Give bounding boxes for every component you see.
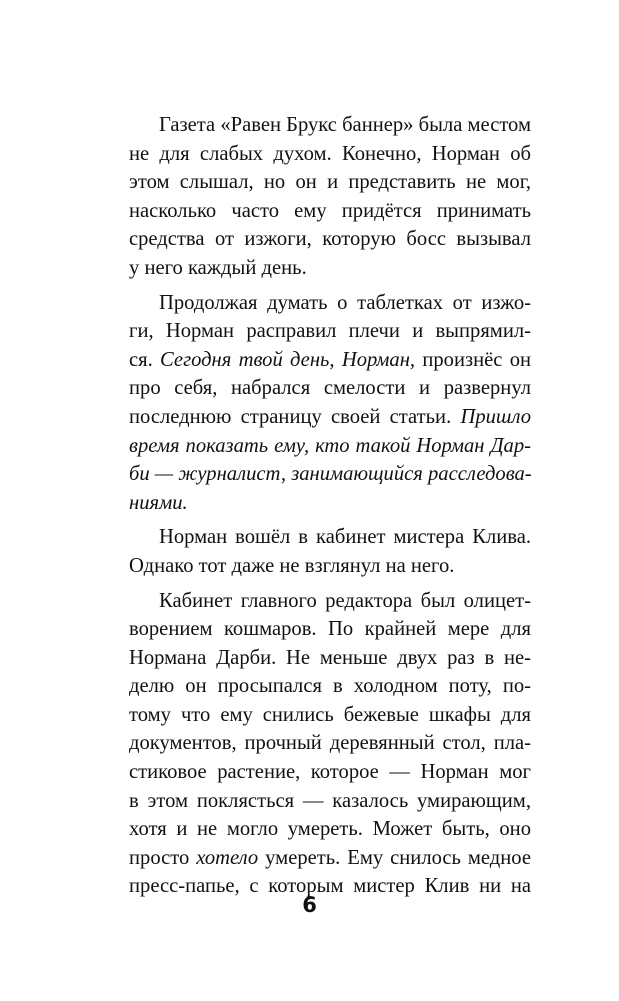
text-line bbox=[129, 111, 531, 140]
text-run: последнюю страницу своей статьи. bbox=[129, 405, 461, 428]
text-run: этом слышал, но он и представить не мог, bbox=[129, 171, 531, 194]
italic-text: время показать ему, кто такой Норман Дар- bbox=[129, 434, 531, 457]
text-run: насколько часто ему придётся принимать bbox=[129, 199, 531, 222]
text-run: не для слабых духом. Конечно, Норман об bbox=[129, 142, 531, 165]
text-run: делю он просыпался в холодном поту, по- bbox=[129, 675, 531, 698]
text-run: Однако тот даже не взглянул на него. bbox=[129, 554, 455, 577]
text-run: умереть. Ему снилось медное bbox=[258, 846, 531, 869]
page-number: 6 bbox=[302, 893, 317, 917]
body-text bbox=[129, 111, 531, 901]
text-line bbox=[129, 460, 531, 489]
italic-text: Пришло bbox=[460, 405, 531, 428]
text-line bbox=[129, 374, 531, 403]
text-line bbox=[129, 432, 531, 461]
text-line bbox=[129, 523, 531, 552]
text-run: хотя и не могло умереть. Может быть, оно bbox=[129, 818, 531, 841]
italic-text: Сегодня твой день, Норман, bbox=[160, 348, 416, 371]
italic-text: хотело bbox=[196, 846, 259, 869]
text-run: средства от изжоги, которую босс вызывал bbox=[129, 228, 531, 251]
text-line bbox=[129, 168, 531, 197]
text-line bbox=[129, 225, 531, 254]
text-line bbox=[129, 815, 531, 844]
text-line bbox=[129, 758, 531, 787]
text-run: Кабинет главного редактора был олицет- bbox=[159, 589, 531, 612]
text-run: ся. bbox=[129, 348, 161, 371]
paragraph bbox=[129, 523, 531, 580]
text-run: в этом поклясться — казалось умирающим, bbox=[129, 789, 531, 812]
text-line bbox=[129, 701, 531, 730]
text-line bbox=[129, 552, 531, 581]
text-line bbox=[129, 729, 531, 758]
text-line bbox=[129, 489, 531, 518]
paragraph bbox=[129, 587, 531, 902]
text-run: Норман вошёл в кабинет мистера Клива. bbox=[159, 526, 531, 549]
text-line bbox=[129, 672, 531, 701]
text-run: просто bbox=[129, 846, 197, 869]
text-line bbox=[129, 587, 531, 616]
text-run: ги, Норман расправил плечи и выпрямил- bbox=[129, 320, 531, 343]
text-line bbox=[129, 615, 531, 644]
text-run: ворением кошмаров. По крайней мере для bbox=[129, 618, 531, 641]
text-line bbox=[129, 289, 531, 318]
text-run: Газета «Равен Брукс баннер» была местом bbox=[159, 114, 531, 136]
text-line bbox=[129, 254, 531, 283]
text-line bbox=[129, 644, 531, 673]
text-run: Нормана Дарби. Не меньше двух раз в не- bbox=[129, 646, 531, 669]
italic-text: би — журналист, занимающийся расследова- bbox=[129, 463, 532, 486]
text-run: произнёс он bbox=[415, 348, 532, 371]
text-run: у него каждый день. bbox=[129, 256, 307, 279]
text-line bbox=[129, 844, 531, 873]
italic-text: ниями. bbox=[129, 491, 188, 514]
paragraph bbox=[129, 289, 531, 518]
text-line bbox=[129, 140, 531, 169]
text-run: стиковое растение, которое — Норман мог bbox=[129, 761, 531, 784]
text-line bbox=[129, 197, 531, 226]
text-line bbox=[129, 317, 531, 346]
text-line bbox=[129, 346, 531, 375]
text-run: пресс-папье, с которым мистер Клив ни на bbox=[129, 875, 531, 898]
text-line bbox=[129, 403, 531, 432]
paragraph bbox=[129, 111, 531, 283]
text-run: про себя, набрался смелости и развернул bbox=[129, 377, 531, 400]
text-run: документов, прочный деревянный стол, пла- bbox=[129, 732, 531, 755]
text-run: тому что ему снились бежевые шкафы для bbox=[129, 703, 531, 726]
text-line bbox=[129, 787, 531, 816]
text-run: Продолжая думать о таблетках от изжо- bbox=[159, 291, 531, 314]
